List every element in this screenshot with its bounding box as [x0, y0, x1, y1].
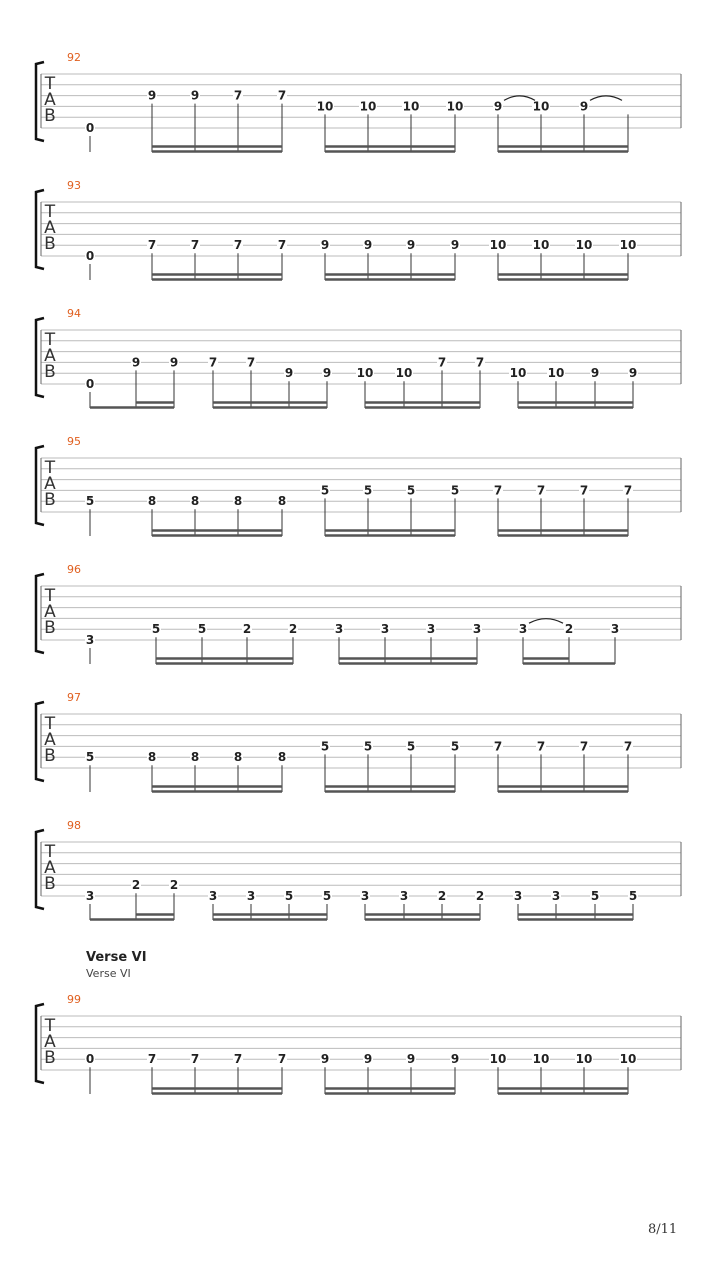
tab-note: 10: [619, 238, 637, 253]
tab-clef-letter: B: [44, 362, 56, 382]
tab-clef-letter: T: [44, 330, 56, 350]
tab-system: [36, 691, 681, 792]
measure-number: 98: [67, 819, 81, 832]
tab-clef-letter: T: [44, 458, 56, 478]
tab-note: 5: [450, 739, 460, 754]
tab-clef-letter: B: [44, 874, 56, 894]
tab-note: 7: [437, 355, 447, 370]
tab-note: 8: [190, 494, 200, 509]
tab-note: 9: [450, 238, 460, 253]
tab-note: 9: [169, 355, 179, 370]
tab-clef-letter: B: [44, 1048, 56, 1068]
tab-note: 9: [628, 366, 638, 381]
tab-system: [36, 51, 681, 152]
tab-note: 5: [284, 889, 294, 903]
tab-note: 10: [446, 99, 464, 114]
tab-note: 3: [380, 622, 390, 637]
tab-note: 0: [85, 377, 95, 391]
tab-note: 5: [151, 622, 161, 637]
tab-note: 7: [277, 1052, 287, 1067]
tie-arc: [504, 96, 535, 101]
tab-note: 2: [288, 622, 298, 637]
tab-note: 9: [147, 88, 157, 103]
tab-clef-letter: T: [44, 842, 56, 862]
tab-note: 2: [242, 622, 252, 637]
tab-system: [36, 819, 681, 920]
tab-note: 8: [147, 750, 157, 765]
tab-clef-letter: A: [44, 346, 56, 366]
measure-number: 95: [67, 435, 81, 448]
tab-clef-letter: A: [44, 858, 56, 878]
tab-note: 5: [450, 483, 460, 498]
tab-clef-letter: B: [44, 746, 56, 766]
tab-system: [36, 993, 681, 1094]
tab-note: 5: [320, 739, 330, 754]
measure-number: 96: [67, 563, 81, 576]
tab-note: 7: [475, 355, 485, 370]
tab-clef-letter: B: [44, 490, 56, 510]
tab-note: 3: [208, 889, 218, 903]
tab-note: 7: [190, 1052, 200, 1067]
tab-clef-letter: A: [44, 90, 56, 110]
tab-note: 7: [277, 88, 287, 103]
tab-note: 3: [426, 622, 436, 637]
measure-number: 94: [67, 307, 81, 320]
tab-note: 2: [564, 622, 574, 637]
tab-clef-letter: T: [44, 74, 56, 94]
tab-clef-letter: T: [44, 586, 56, 606]
tab-note: 3: [360, 889, 370, 903]
tab-note: 10: [359, 99, 377, 114]
tab-note: 3: [518, 622, 528, 637]
tab-note: 10: [575, 1052, 593, 1067]
tab-note: 9: [363, 238, 373, 253]
tab-note: 10: [395, 366, 413, 381]
tab-note: 7: [623, 739, 633, 754]
tab-clef-letter: B: [44, 106, 56, 126]
tab-clef-letter: B: [44, 234, 56, 254]
section-subtitle: Verse VI: [86, 967, 131, 980]
tab-clef-letter: B: [44, 618, 56, 638]
tab-note: 10: [509, 366, 527, 381]
tab-note: 3: [246, 889, 256, 903]
tab-note: 7: [493, 483, 503, 498]
tab-note: 10: [575, 238, 593, 253]
tab-clef-letter: A: [44, 602, 56, 622]
tab-note: 10: [532, 99, 550, 114]
tab-note: 5: [85, 750, 95, 765]
tab-note: 7: [233, 88, 243, 103]
tab-note: 10: [547, 366, 565, 381]
tab-system: [36, 179, 681, 280]
tab-note: 9: [590, 366, 600, 381]
tab-note: 9: [190, 88, 200, 103]
measure-number: 97: [67, 691, 81, 704]
tab-note: 0: [85, 249, 95, 263]
tab-note: 7: [233, 238, 243, 253]
tab-note: 3: [472, 622, 482, 637]
tab-note: 5: [322, 889, 332, 903]
tab-note: 5: [363, 739, 373, 754]
tab-note: 3: [610, 622, 620, 637]
tab-note: 3: [85, 633, 95, 647]
tab-clef-letter: T: [44, 202, 56, 222]
tab-note: 10: [619, 1052, 637, 1067]
tab-system: [36, 307, 681, 408]
tab-note: 7: [536, 739, 546, 754]
tab-note: 10: [489, 238, 507, 253]
page-number: 8/11: [648, 1222, 678, 1237]
tab-note: 9: [406, 1052, 416, 1067]
tab-note: 8: [233, 494, 243, 509]
tab-note: 10: [316, 99, 334, 114]
tab-note: 7: [579, 483, 589, 498]
tab-note: 7: [623, 483, 633, 498]
tab-note: 0: [85, 1052, 95, 1067]
tab-note: 10: [532, 238, 550, 253]
tab-note: 2: [437, 889, 447, 903]
tab-note: 2: [475, 889, 485, 903]
measure-number: 93: [67, 179, 81, 192]
tab-note: 9: [363, 1052, 373, 1067]
tab-note: 2: [131, 878, 141, 893]
tab-note: 5: [363, 483, 373, 498]
tab-note: 8: [190, 750, 200, 765]
tab-clef-letter: T: [44, 714, 56, 734]
tab-note: 8: [277, 750, 287, 765]
tab-note: 3: [551, 889, 561, 903]
tab-note: 9: [320, 1052, 330, 1067]
tab-note: 7: [147, 238, 157, 253]
tab-note: 7: [277, 238, 287, 253]
tie-arc: [529, 619, 563, 624]
tab-note: 7: [579, 739, 589, 754]
tab-note: 7: [208, 355, 218, 370]
tab-note: 10: [489, 1052, 507, 1067]
tab-note: 5: [590, 889, 600, 903]
tab-note: 7: [493, 739, 503, 754]
tab-note: 5: [85, 494, 95, 509]
tab-note: 3: [399, 889, 409, 903]
measure-number: 99: [67, 993, 81, 1006]
tab-clef-letter: A: [44, 218, 56, 238]
tab-note: 9: [131, 355, 141, 370]
tab-note: 7: [233, 1052, 243, 1067]
tab-clef-letter: A: [44, 730, 56, 750]
measure-number: 92: [67, 51, 81, 64]
tab-note: 5: [406, 483, 416, 498]
tab-note: 5: [406, 739, 416, 754]
tab-note: 9: [493, 99, 503, 114]
tab-note: 9: [320, 238, 330, 253]
tab-note: 10: [356, 366, 374, 381]
tab-note: 8: [147, 494, 157, 509]
tab-note: 7: [246, 355, 256, 370]
tab-note: 5: [628, 889, 638, 903]
tab-system: [36, 563, 681, 664]
tab-note: 2: [169, 878, 179, 893]
tab-clef-letter: A: [44, 474, 56, 494]
tab-note: 8: [277, 494, 287, 509]
tab-note: 3: [513, 889, 523, 903]
tab-note: 9: [450, 1052, 460, 1067]
tab-note: 9: [284, 366, 294, 381]
tab-clef-letter: T: [44, 1016, 56, 1036]
tab-clef-letter: A: [44, 1032, 56, 1052]
tie-arc: [590, 96, 622, 101]
tab-note: 7: [147, 1052, 157, 1067]
tab-system: [36, 435, 681, 536]
tab-note: 9: [579, 99, 589, 114]
tab-note: 3: [334, 622, 344, 637]
section-title: Verse VI: [86, 950, 147, 965]
tab-note: 3: [85, 889, 95, 903]
tab-note: 0: [85, 121, 95, 135]
tab-note: 10: [532, 1052, 550, 1067]
tab-note: 10: [402, 99, 420, 114]
tab-note: 7: [536, 483, 546, 498]
tab-note: 8: [233, 750, 243, 765]
tab-note: 9: [406, 238, 416, 253]
tab-note: 5: [197, 622, 207, 637]
tab-note: 9: [322, 366, 332, 381]
tab-note: 5: [320, 483, 330, 498]
tab-note: 7: [190, 238, 200, 253]
